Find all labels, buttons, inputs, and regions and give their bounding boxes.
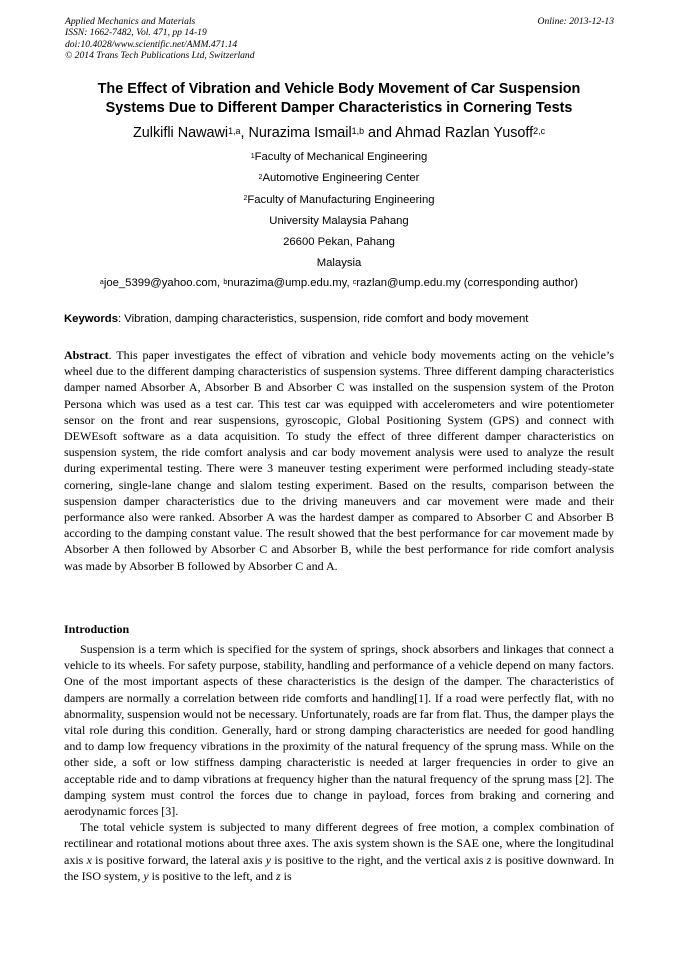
- author-list: [40, 123, 638, 143]
- paragraph-text: is positive to the left, and: [148, 868, 276, 883]
- abstract: [64, 347, 614, 574]
- journal-issn: ISSN: 1662-7482, Vol. 471, pp 14-19: [65, 27, 207, 39]
- paragraph: Suspension is a term which is specified for the system of springs, shock absorbers and linkages that connect a vehicle to its wheels. For safety purpose, stability, handling and performance of a vehicle depend on many factors. One of the most important aspects of these characteristics is the design of the damper. The characteristics of dampers are normally a correlation between ride comforts and handling[1]. If a road were perfectly flat, with no abnormality, suspension would not be necessary. Unfortunately, roads are far from flat. Thus, the damper plays the vital role during this condition. Generally, hard or strong damping characteristics are needed for good handling and to damp low frequency vibrations in the proximity of the natural frequency of the sprung mass. While on the other side, a soft or low stiffness damping characteristic is needed at larger frequencies in order to give an acceptable ride and to damp vibrations at frequency higher than the natural frequency of the sprung mass [2]. The damping system must control the forces due to change in payload, forces from braking and cornering and aerodynamic forces [3].: [64, 642, 614, 819]
- author-name: Ahmad Razlan Yusoff: [395, 125, 534, 141]
- paragraph-text: is: [280, 868, 292, 883]
- affiliation-line: [40, 232, 638, 253]
- axis-symbol: z: [275, 868, 281, 883]
- affiliation-superscript: 1: [250, 152, 255, 160]
- affiliation-superscript: 2: [243, 195, 248, 203]
- author-separator: and: [364, 125, 396, 141]
- affiliation-text: 26600 Pekan, Pahang: [283, 236, 395, 249]
- journal-copyright: © 2014 Trans Tech Publications Ltd, Switzerland: [65, 50, 255, 62]
- author-name: Nurazima Ismail: [248, 125, 352, 141]
- journal-info: [65, 16, 255, 62]
- paragraph-text: The total vehicle system is subjected to many different degrees of free motion, a complex combination of rectilinear and rotational motions about three axes. The axis system shown is the SAE one, where the longitudinal axis: [64, 820, 614, 867]
- email-address: joe_5399@yahoo.com,: [103, 277, 224, 289]
- paragraph-text: is positive downward. In the ISO system,: [64, 852, 614, 883]
- journal-doi: doi:10.4028/www.scientific.net/AMM.471.14: [65, 38, 238, 50]
- paper-title: [40, 80, 638, 118]
- title-line-2: Systems Due to Different Damper Characteristics in Cornering Tests: [105, 100, 573, 116]
- affiliation-line: [40, 168, 638, 189]
- affiliation-line: [40, 190, 638, 211]
- journal-name: Applied Mechanics and Materials: [65, 16, 196, 27]
- affiliation-text: Faculty of Manufacturing Engineering: [247, 193, 435, 206]
- affiliation-superscript: 2: [258, 173, 263, 181]
- keywords-label: Keywords: [64, 313, 118, 325]
- abstract-text: . This paper investigates the effect of vibration and vehicle body movements acting on the vehicle’s wheel due to the different damping characteristics of suspension systems. Three different damping characteristics damper named Absorber A, Absorber B and Absorber C was installed on the suspension system of the Proton Persona which was used as a test car. This test car was equipped with accelerometers and wire potentiometer sensor on the front and rear suspensions, gyroscopic, Global Positioning System (GPS) and connect with DEWEsoft software as a data acquisition. To study the effect of three different damper characteristics on suspension system, the ride comfort analysis and car body movement analysis were used to analyze the result during experimental testing. There were 3 maneuver testing experiment were performed including steady-state cornering, single-lane change and slalom testing experiment. Based on the results, comparison between the suspension damper characteristics due to the driving maneuvers and car movement were made and their performance also were ranked. Absorber A was the hardest damper as compared to Absorber C and Absorber B according to the damping constant value. The result showed that the best performance for car movement made by Absorber A then followed by Absorber C and Absorber B, while the best performance for ride comfort analysis was made by Absorber B followed by Absorber C and A.: [64, 348, 614, 573]
- abstract-label: Abstract: [64, 348, 109, 362]
- keywords: [64, 311, 614, 327]
- paragraph-text: is positive forward, the lateral axis: [91, 852, 266, 867]
- email-address: razlan@ump.edu.my (corresponding author): [356, 277, 579, 289]
- author-emails: [40, 275, 638, 291]
- paragraph: [64, 819, 614, 884]
- affiliation-text: Malaysia: [316, 257, 362, 270]
- online-date: Online: 2013-12-13: [537, 16, 614, 27]
- axis-symbol: z: [486, 852, 492, 867]
- affiliation-text: University Malaysia Pahang: [269, 214, 409, 227]
- axis-symbol: y: [265, 852, 272, 867]
- affiliation-line: [40, 253, 638, 274]
- author-superscript: 2,c: [533, 125, 546, 136]
- introduction-heading: Introduction: [64, 622, 130, 636]
- affiliation-line: [40, 211, 638, 232]
- affiliation-line: [40, 147, 638, 168]
- author-superscript: 1,b: [351, 125, 365, 136]
- axis-symbol: y: [143, 868, 149, 883]
- keywords-text: : Vibration, damping characteristics, suspension, ride comfort and body movement: [118, 313, 529, 325]
- author-name: Zulkifli Nawawi: [132, 125, 229, 141]
- email-superscript: b: [223, 278, 228, 286]
- author-separator: ,: [240, 125, 249, 141]
- affiliations: [40, 147, 638, 275]
- email-address: nurazima@ump.edu.my,: [227, 277, 353, 289]
- author-superscript: 1,a: [228, 125, 241, 136]
- paragraph-text: is positive to the right, and the vertical axis: [271, 852, 487, 867]
- email-superscript: c: [352, 278, 357, 286]
- title-line-1: The Effect of Vibration and Vehicle Body Movement of Car Suspension: [97, 81, 581, 97]
- axis-symbol: x: [86, 852, 92, 867]
- email-superscript: a: [99, 278, 104, 286]
- introduction-body: [64, 641, 614, 884]
- affiliation-text: Faculty of Mechanical Engineering: [254, 151, 428, 163]
- affiliation-text: Automotive Engineering Center: [262, 172, 420, 185]
